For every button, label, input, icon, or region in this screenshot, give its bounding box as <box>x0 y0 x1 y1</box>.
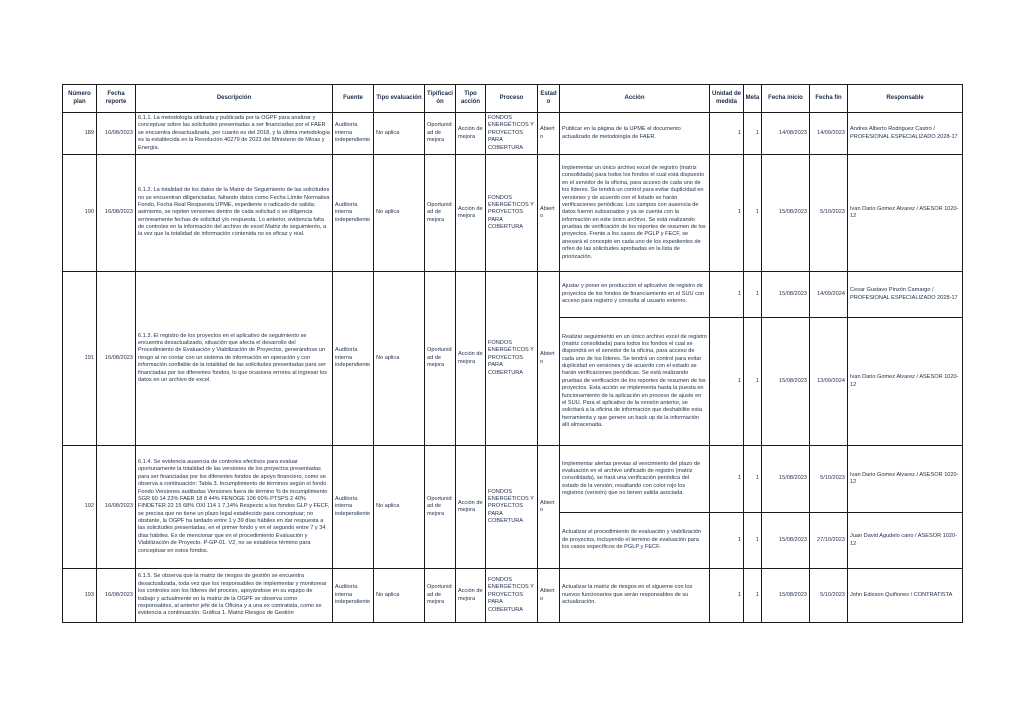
cell-fecha-reporte: 16/08/2023 <box>97 272 136 446</box>
table-row <box>63 113 963 155</box>
cell-meta: 1 <box>744 569 762 623</box>
cell-tipificacion: Oportunidad de mejora <box>425 569 456 623</box>
cell-numero-plan: 189 <box>63 113 97 155</box>
table-row <box>63 155 963 272</box>
cell-proceso: FONDOS ENERGÉTICOS Y PROYECTOS PARA COBERTURA <box>486 113 538 155</box>
cell-unidad-medida: 1 <box>710 318 744 446</box>
cell-estado: Abierto <box>538 155 560 272</box>
cell-responsable: Ivan Dario Gomez Alvarez / ASESOR 1020-12 <box>848 155 963 272</box>
cell-fecha-reporte: 16/08/2023 <box>97 446 136 569</box>
cell-tipo-evaluacion: No aplica <box>374 113 425 155</box>
cell-tipificacion: Oportunidad de mejora <box>425 113 456 155</box>
cell-tipo-evaluacion: No aplica <box>374 569 425 623</box>
cell-estado: Abierto <box>538 113 560 155</box>
cell-accion: Realizar seguimiento en un único archivo excel de registro (matriz consolidada) para todos los fondos el cual se dispondrá en el servidor de la oficina, para acceso de cada uno de los líderes. Se tendrá un control para evitar duplicidad en versiones y de acuerdo con el estado se harán verificaciones periódicas. Se está realizando pruebas de verificación de los reportes de resumen de los proyectos. Esta acción se implementa hasta la puesta en funcionamiento de la aplicación en proceso de ajuste en el SUU. Para el aplicativo de la versión anterior, se solicitará a la oficina de información que deshabilite esta herramienta y que genere un back up de la información allí almacenada. <box>560 318 710 446</box>
cell-tipificacion: Oportunidad de mejora <box>425 155 456 272</box>
cell-meta: 1 <box>744 318 762 446</box>
column-header-tipificacion: Tipificación <box>425 85 456 113</box>
document-page <box>62 84 963 623</box>
cell-proceso: FONDOS ENERGÉTICOS Y PROYECTOS PARA COBERTURA <box>486 155 538 272</box>
cell-accion: Implementar un único archivo excel de registro (matriz consolidada) para todos los fondos el cual está dispuesto en el servidor de la oficina, para acceso de cada uno de los líderes. Se tendrá un control para evitar duplicidad en versiones y de acuerdo con el listado se harán verificaciones periódicas. Los campos con ausencia de datos fueron subsanados y ya se cuenta con la información en este único archivo. Se está realizando pruebas de verificación de los reportes de resumen de los proyectos. Frente a los casos de PGLP y FECF, se anexará el concepto en cada uno de los expedientes de orfeo de las solicitudes aprobadas en la lista de priorización. <box>560 155 710 272</box>
cell-responsable: Juan David Agudelo cano / ASESOR 1020-12 <box>848 513 963 569</box>
table-row <box>63 446 963 513</box>
cell-meta: 1 <box>744 272 762 318</box>
cell-estado: Abierto <box>538 569 560 623</box>
cell-fuente: Auditoría interna independiente <box>333 272 374 446</box>
cell-estado: Abierto <box>538 272 560 446</box>
column-header-fecha-inicio: Fecha inicio <box>762 85 810 113</box>
cell-fecha-fin: 27/10/2023 <box>810 513 848 569</box>
audit-action-plan-table <box>62 84 963 623</box>
column-header-unidad-medida: Unidad de medida <box>710 85 744 113</box>
cell-fecha-inicio: 14/08/2023 <box>762 113 810 155</box>
cell-fecha-fin: 14/09/2024 <box>810 272 848 318</box>
cell-responsable: Ivan Dario Gomez Alvarez / ASESOR 1020-12 <box>848 446 963 513</box>
cell-fecha-fin: 5/10/2023 <box>810 155 848 272</box>
cell-numero-plan: 192 <box>63 446 97 569</box>
cell-meta: 1 <box>744 155 762 272</box>
cell-meta: 1 <box>744 513 762 569</box>
cell-tipo-accion: Acción de mejora <box>456 155 486 272</box>
cell-accion: Implementar alertas previas al vencimiento del plazo de evaluación en el archivo unificado de registro (matriz consolidada), se hará una verificación periódica del estado de la versión, resaltando con color rojo los registros (versión) que no tienen salida asociada. <box>560 446 710 513</box>
column-header-responsable: Responsable <box>848 85 963 113</box>
cell-fecha-inicio: 15/08/2023 <box>762 318 810 446</box>
cell-responsable: Ivan Dario Gomez Alvarez / ASESOR 1020-12 <box>848 318 963 446</box>
cell-accion: Actualizar el procedimiento de evaluación y viabilización de proyectos, incluyendo el termino de evaluación para los casos específicos de PGLP y FECF. <box>560 513 710 569</box>
cell-fuente: Auditoría interna independiente <box>333 569 374 623</box>
table-header-row <box>63 85 963 113</box>
column-header-fecha-reporte: Fecha reporte <box>97 85 136 113</box>
cell-fecha-inicio: 15/08/2023 <box>762 272 810 318</box>
cell-proceso: FONDOS ENERGÉTICOS Y PROYECTOS PARA COBERTURA <box>486 569 538 623</box>
cell-descripcion: 6.1.3. El registro de los proyectos en el aplicativo de seguimiento se encuentra desactualizado, situación que afecta el desarrollo del Procedimiento de Evaluación y Viabilización de Proyectos, generándose un riesgo al no contar con un sistema de información en operación y con información confiable de la totalidad de las solicitudes presentadas para ser financiadas por los diferentes fondos, lo que ocasiona errores al ingresar los datos en un archivo de excel. <box>136 272 333 446</box>
cell-tipificacion: Oportunidad de mejora <box>425 446 456 569</box>
cell-tipo-evaluacion: No aplica <box>374 446 425 569</box>
cell-tipo-accion: Acción de mejora <box>456 446 486 569</box>
cell-numero-plan: 191 <box>63 272 97 446</box>
cell-tipo-accion: Acción de mejora <box>456 272 486 446</box>
cell-fuente: Auditoría interna independiente <box>333 113 374 155</box>
cell-proceso: FONDOS ENERGÉTICOS Y PROYECTOS PARA COBERTURA <box>486 446 538 569</box>
column-header-fuente: Fuente <box>333 85 374 113</box>
column-header-proceso: Proceso <box>486 85 538 113</box>
cell-responsable: Cesar Gustavo Pinzón Camargo / PROFESIONAL ESPECIALIZADO 2028-17 <box>848 272 963 318</box>
cell-descripcion: 6.1.2. La totalidad de los datos de la Matriz de Seguimiento de las solicitudes no se encuentran diligenciadas, faltando datos como Fecha Límite Normativa Fondo, Fecha Real Respuesta UPME, expediente o radicado de salida; asimismo, se repiten versiones dentro de cada solicitud o se diligencia erróneamente fechas de solicitud y/o respuesta. Lo anterior, evidencia falta de controles en la información del archivo de excel Matriz de seguimiento, a la vez que la totalidad de información contenida no es eficaz y real. <box>136 155 333 272</box>
column-header-fecha-fin: Fecha fin <box>810 85 848 113</box>
cell-fecha-fin: 14/09/2023 <box>810 113 848 155</box>
cell-fuente: Auditoría interna independiente <box>333 446 374 569</box>
cell-unidad-medida: 1 <box>710 513 744 569</box>
cell-tipo-accion: Acción de mejora <box>456 569 486 623</box>
cell-fecha-reporte: 16/08/2023 <box>97 569 136 623</box>
cell-descripcion: 6.1.1. La metodología utilizada y publicada por la OGPF para analizar y conceptuar sobre las solicitudes presentadas a ser financiadas por el FAER se encuentra desactualizada, por cuanto es del 2018, y la última metodología es la establecida en la Resolución 40279 de 2023 del Ministerio de Minas y Energía. <box>136 113 333 155</box>
cell-meta: 1 <box>744 446 762 513</box>
cell-accion: Publicar en la página de la UPME el documento actualizado de metodología de FAER. <box>560 113 710 155</box>
cell-unidad-medida: 1 <box>710 446 744 513</box>
cell-unidad-medida: 1 <box>710 272 744 318</box>
table-row <box>63 569 963 623</box>
cell-tipo-evaluacion: No aplica <box>374 155 425 272</box>
cell-fecha-inicio: 15/08/2023 <box>762 569 810 623</box>
cell-tipo-evaluacion: No aplica <box>374 272 425 446</box>
cell-fecha-reporte: 16/08/2023 <box>97 113 136 155</box>
cell-accion: Ajustar y poner en producción el aplicativo de registro de proyectos de los fondos de financiamiento en el SUU con acceso para registro y consulta al usuario externo. <box>560 272 710 318</box>
cell-descripcion: 6.1.5. Se observa que la matriz de riesgos de gestión se encuentra desactualizada, toda vez que los responsables de implementar y monitorear los controles son los líderes del proceso, apoyándose en su equipo de trabajo y actualmente en la matriz de la OGPF se observa como responsables, al anterior jefe de la Oficina y a una ex contratista, como se evidencia a continuación: Gráfica 1. Matriz Riesgos de Gestión <box>136 569 333 623</box>
cell-fecha-inicio: 15/08/2023 <box>762 155 810 272</box>
cell-fecha-fin: 5/10/2023 <box>810 446 848 513</box>
cell-descripcion: 6.1.4. Se evidencia ausencia de controles efectivos para evaluar oportunamente la totalidad de las versiones de los proyectos presentadas para ser financiadas por los diferentes fondos de apoyo financiero, como se observa a continuación: Tabla 3. Incumplimiento de términos según el fondo Fondo Versiones auditadas Versiones fuera de término % de incumplimiento SGR 60 14 23% FAER 18 8 44% FENOGE 106 60% PTSPS 2 40% FINDETER 22 15 68% OXI 114 1 7,14% Respecto a los fondos GLP y FECF, se precisa que no tiene un plazo legal establecido para conceptuar; no obstante, la OGPF ha tardado entre 1 y 39 días hábiles en dar respuesta a las solicitudes presentadas, en el primer fondo y en el segundo entre 7 y 34 días hábiles. Es de mencionar que en el procedimiento Evaluación y Viabilización de Proyecto. P-GP-01. V2, no se establece término para conceptuar en estos fondos. <box>136 446 333 569</box>
column-header-accion: Acción <box>560 85 710 113</box>
cell-fecha-fin: 13/09/2024 <box>810 318 848 446</box>
column-header-descripcion: Descripción <box>136 85 333 113</box>
column-header-meta: Meta <box>744 85 762 113</box>
column-header-estado: Estado <box>538 85 560 113</box>
column-header-tipo-evaluacion: Tipo evaluación <box>374 85 425 113</box>
cell-unidad-medida: 1 <box>710 155 744 272</box>
table-row <box>63 272 963 318</box>
column-header-numero-plan: Número plan <box>63 85 97 113</box>
cell-tipo-accion: Acción de mejora <box>456 113 486 155</box>
cell-tipificacion: Oportunidad de mejora <box>425 272 456 446</box>
cell-fecha-inicio: 15/08/2023 <box>762 513 810 569</box>
cell-fecha-inicio: 15/08/2023 <box>762 446 810 513</box>
cell-fecha-fin: 5/10/2023 <box>810 569 848 623</box>
cell-responsable: Andres Alberto Rodriguez Castro / PROFESIONAL ESPECIALIZADO 2028-17 <box>848 113 963 155</box>
cell-unidad-medida: 1 <box>710 113 744 155</box>
cell-numero-plan: 193 <box>63 569 97 623</box>
cell-numero-plan: 190 <box>63 155 97 272</box>
cell-unidad-medida: 1 <box>710 569 744 623</box>
cell-estado: Abierto <box>538 446 560 569</box>
cell-fecha-reporte: 16/08/2023 <box>97 155 136 272</box>
column-header-tipo-accion: Tipo acción <box>456 85 486 113</box>
cell-proceso: FONDOS ENERGÉTICOS Y PROYECTOS PARA COBERTURA <box>486 272 538 446</box>
cell-fuente: Auditoría interna independiente <box>333 155 374 272</box>
cell-accion: Actualizar la matriz de riesgos en el sigueme con los nuevos funcionarios que serán responsables de su actualización. <box>560 569 710 623</box>
cell-responsable: John Edisson Quiñones / CONTRATISTA <box>848 569 963 623</box>
cell-meta: 1 <box>744 113 762 155</box>
